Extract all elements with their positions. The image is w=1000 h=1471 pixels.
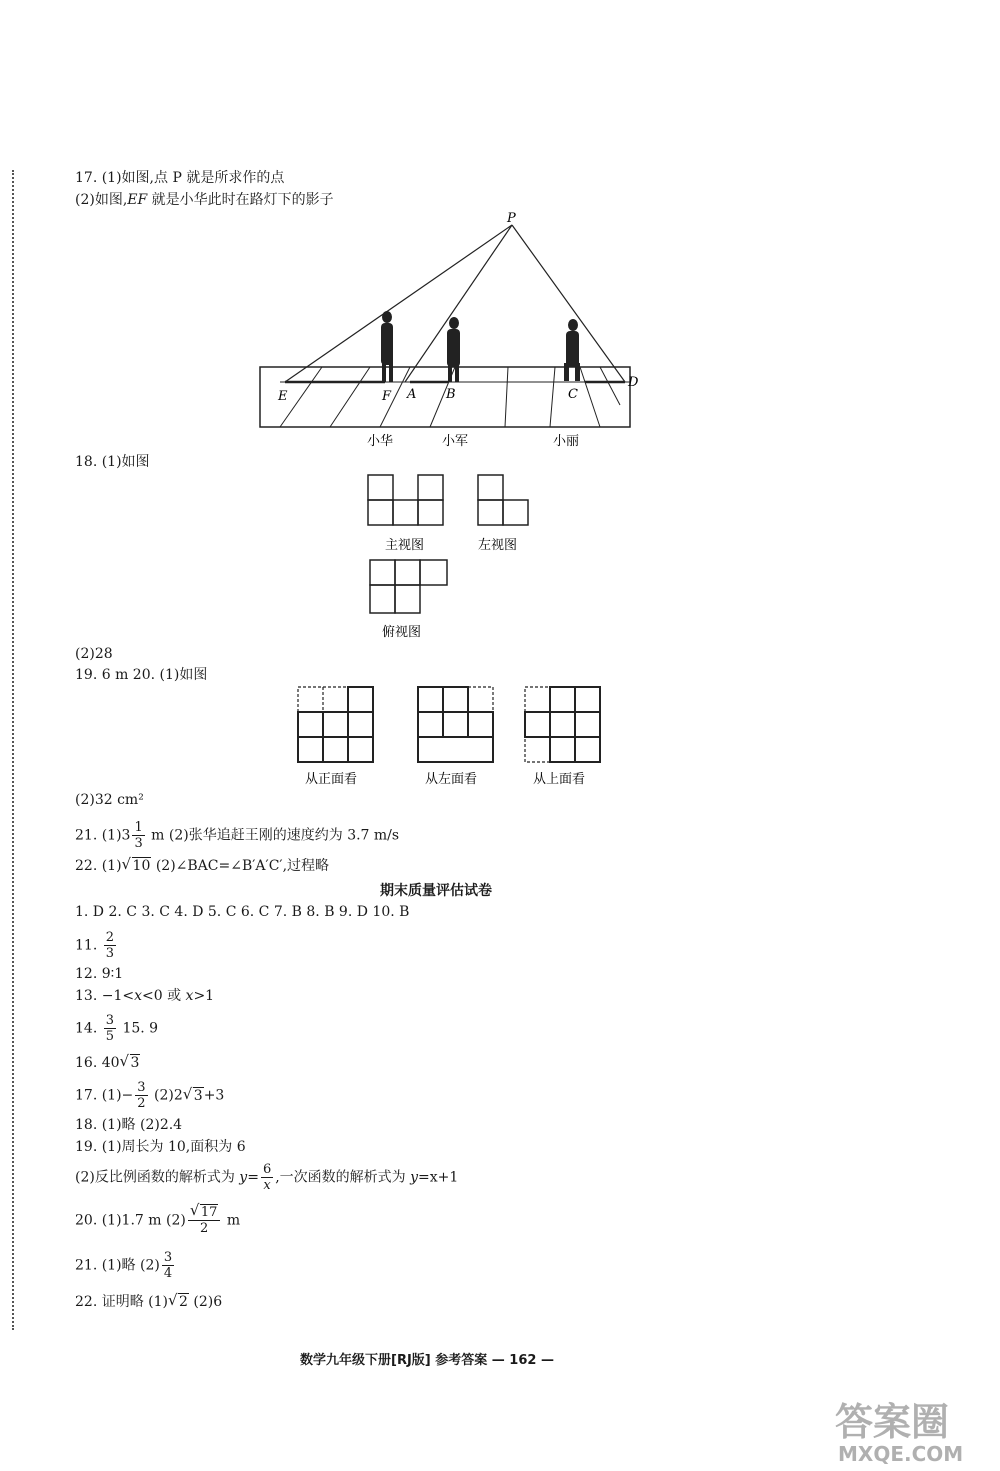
name-xiaoli: 小丽	[553, 434, 580, 449]
answer-16: 16. 40 √ 3	[75, 1052, 140, 1071]
label-D: D	[628, 375, 639, 390]
answer-14-15: 14. $\frac{3}{5}$ 15. 9	[75, 1013, 159, 1044]
name-xiaohua: 小华	[367, 434, 394, 449]
answers-1-10: 1. D 2. C 3. C 4. D 5. C 6. C 7. B 8. B 9. D 10. B	[75, 904, 410, 920]
diagram-17-streetlight	[250, 205, 650, 455]
answer-11: 11. $\frac{2}{3}$	[75, 930, 114, 961]
label-from-left: 从左面看	[425, 772, 478, 787]
watermark-logo	[830, 1395, 990, 1465]
answer-19-exam-2: (2)反比例函数的解析式为 y= $\frac{6}{x}$ ,一次函数的解析式为 y=x+1	[75, 1162, 459, 1193]
answer-12: 12. 9∶1	[75, 966, 124, 982]
label-B: B	[446, 387, 456, 402]
label-E: E	[278, 389, 288, 404]
views-20	[290, 682, 610, 792]
answer-13: 13. −1<x<0 或 x>1	[75, 988, 215, 1004]
label-C: C	[568, 387, 578, 402]
answer-21: 21. (1)3 $\frac{1}{3}$ m (2)张华追赶王刚的速度约为 3.7 m/s	[75, 820, 400, 851]
label-from-top: 从上面看	[533, 772, 586, 787]
views-18	[360, 470, 540, 645]
label-front-view: 主视图	[385, 538, 425, 553]
label-from-front: 从正面看	[305, 772, 358, 787]
answer-21-exam: 21. (1)略 (2) $\frac{3}{4}$	[75, 1250, 173, 1281]
svg-text:MXQE.COM: MXQE.COM	[838, 1442, 964, 1465]
page-footer: 数学九年级下册[RJ版] 参考答案 — 162 —	[300, 1353, 554, 1368]
label-left-view: 左视图	[478, 538, 518, 553]
section-title: 期末质量评估试卷	[380, 883, 492, 899]
answer-22-exam: 22. 证明略 (1) √ 2 (2)6	[75, 1291, 223, 1310]
answer-17-exam: 17. (1)− $\frac{3}{2}$ (2)2 √ 3+3	[75, 1080, 225, 1111]
name-xiaojun: 小军	[442, 434, 469, 449]
answer-17-1: 17. (1)如图,点 P 就是所求作的点	[75, 170, 285, 186]
label-P: P	[507, 211, 516, 226]
answer-17-2: (2)如图,EF 就是小华此时在路灯下的影子	[75, 192, 334, 208]
answer-20-exam: 20. (1)1.7 m (2) √ 17 2 m	[75, 1201, 241, 1236]
label-A: A	[407, 387, 417, 402]
answer-18-exam: 18. (1)略 (2)2.4	[75, 1117, 183, 1133]
answer-20-2: (2)32 cm²	[75, 792, 144, 808]
label-F: F	[382, 389, 392, 404]
answer-18-2: (2)28	[75, 646, 113, 662]
answer-18-1: 18. (1)如图	[75, 454, 150, 470]
label-top-view: 俯视图	[382, 625, 422, 640]
margin-dotted-line	[12, 170, 14, 1330]
svg-text:答案圈: 答案圈	[835, 1400, 950, 1444]
answer-19-exam: 19. (1)周长为 10,面积为 6	[75, 1139, 246, 1155]
answer-19-20: 19. 6 m 20. (1)如图	[75, 667, 208, 683]
answer-22: 22. (1) √ 10 (2)∠BAC=∠B′A′C′,过程略	[75, 855, 330, 874]
